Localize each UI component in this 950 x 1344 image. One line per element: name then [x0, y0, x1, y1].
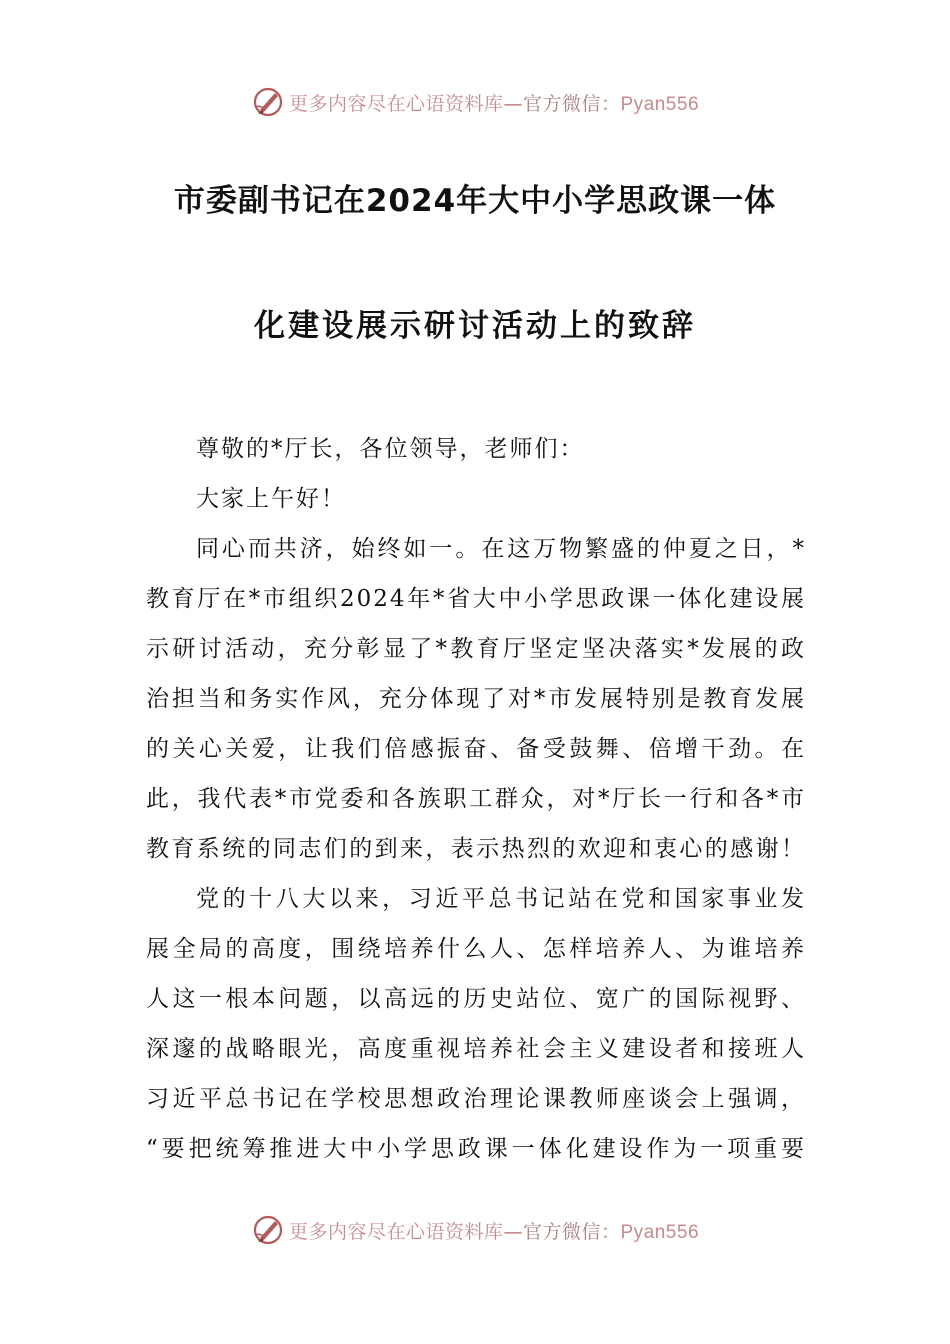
watermark-text — [289, 1217, 699, 1244]
body-line: 同心而共济，始终如一。在这万物繁盛的仲夏之日，* — [196, 536, 806, 562]
body-line: 党的十八大以来，习近平总书记站在党和国家事业发 — [196, 886, 806, 912]
body-line: 的关心关爱，让我们倍感振奋、备受鼓舞、倍增干劲。在 — [146, 736, 806, 762]
watermark-separator: — — [503, 1220, 523, 1243]
pen-logo-icon — [251, 1213, 285, 1247]
watermark-separator: — — [503, 92, 523, 115]
body-line: 此，我代表*市党委和各族职工群众，对*厅长一行和各*市 — [146, 786, 806, 812]
body-line: 治担当和务实作风，充分体现了对*市发展特别是教育发展 — [146, 686, 806, 712]
watermark-wechat-label: 官方微信： — [522, 92, 621, 115]
header-watermark — [0, 82, 950, 122]
watermark-wechat-id: Pyan556 — [620, 1221, 700, 1243]
document-title-line-1: 市委副书记在2024年大中小学思政课一体 — [173, 183, 777, 219]
body-line: 示研讨活动，充分彰显了*教育厅坚定坚决落实*发展的政 — [146, 636, 806, 662]
watermark-main: 更多内容尽在心语资料库 — [288, 92, 504, 115]
body-line: 教育厅在*市组织2024年*省大中小学思政课一体化建设展 — [146, 586, 806, 612]
greeting-line: 大家上午好！ — [196, 486, 346, 512]
document-title-line-2: 化建设展示研讨活动上的致辞 — [254, 308, 696, 344]
watermark-text — [289, 89, 699, 116]
body-line: 教育系统的同志们的到来，表示热烈的欢迎和衷心的感谢！ — [146, 836, 806, 862]
watermark-wechat-label: 官方微信： — [522, 1220, 621, 1243]
body-line: “要把统筹推进大中小学思政课一体化建设作为一项重要 — [146, 1136, 806, 1162]
body-line: 习近平总书记在学校思想政治理论课教师座谈会上强调， — [146, 1086, 806, 1112]
salutation-line: 尊敬的*厅长，各位领导，老师们： — [196, 436, 585, 462]
pen-logo-icon — [251, 85, 285, 119]
body-line: 人这一根本问题，以高远的历史站位、宽广的国际视野、 — [146, 986, 806, 1012]
watermark-main: 更多内容尽在心语资料库 — [288, 1220, 504, 1243]
document-body — [146, 424, 806, 1174]
watermark-wechat-id: Pyan556 — [620, 93, 700, 115]
body-line: 展全局的高度，围绕培养什么人、怎样培养人、为谁培养 — [146, 936, 806, 962]
footer-watermark — [0, 1210, 950, 1250]
body-line: 深邃的战略眼光，高度重视培养社会主义建设者和接班人 — [146, 1036, 806, 1062]
